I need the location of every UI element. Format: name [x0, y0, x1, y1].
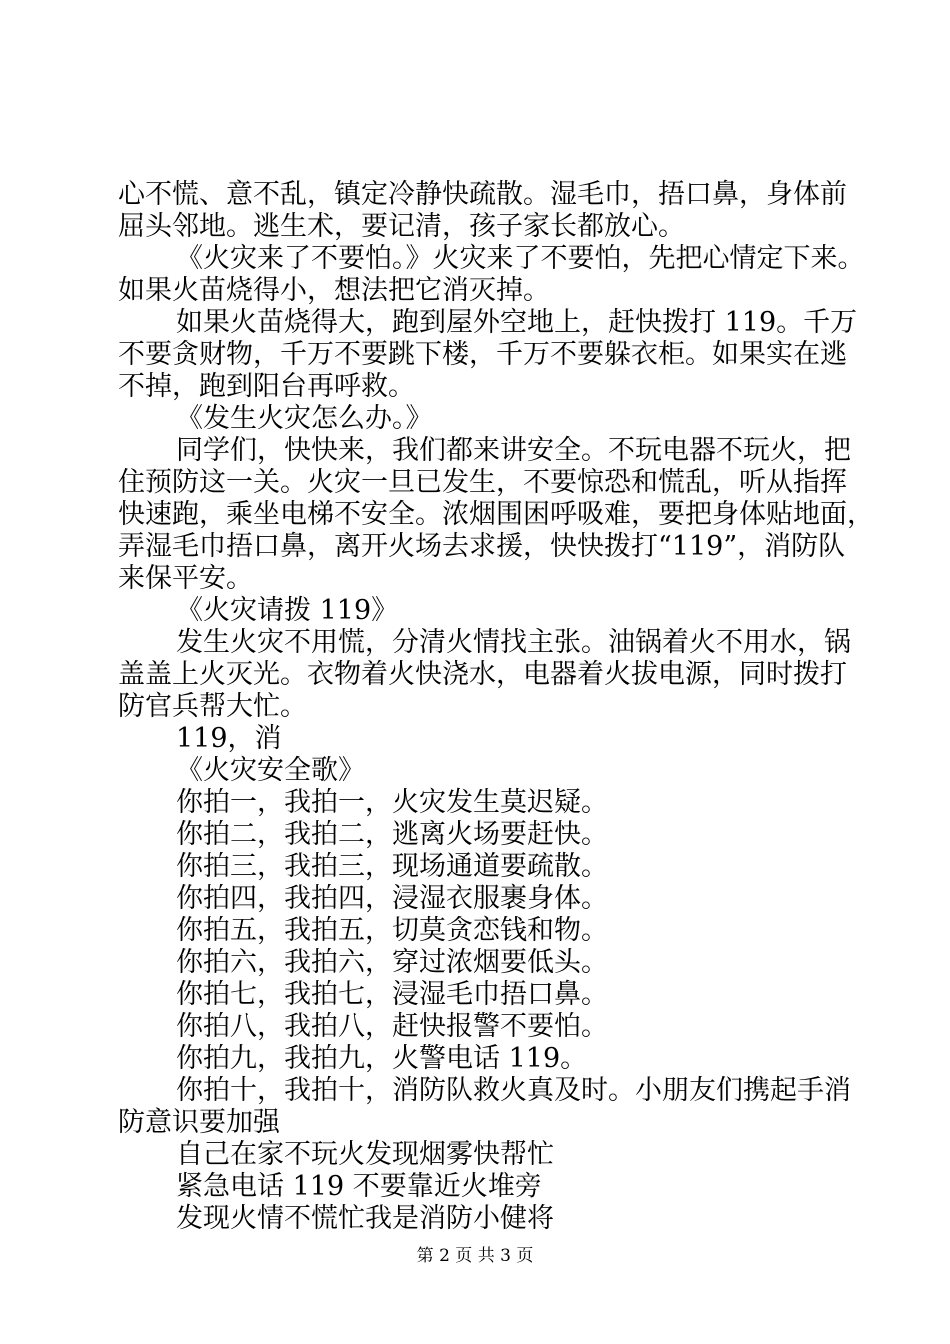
text-line: 不掉，跑到阳台再呼救。 — [118, 371, 415, 402]
text-line: 防意识要加强 — [118, 1107, 280, 1138]
section-heading: 《火灾安全歌》 — [176, 755, 365, 786]
text-line: 发现火情不慌忙我是消防小健将 — [176, 1203, 554, 1234]
page-number-footer: 第 2 页 共 3 页 — [416, 1246, 534, 1266]
section-heading: 《火灾请拨 119》 — [176, 595, 399, 626]
text-line: 不要贪财物，千万不要跳下楼，千万不要躲衣柜。如果实在逃 — [118, 339, 847, 370]
text-line: 自己在家不玩火发现烟雾快帮忙 — [176, 1139, 554, 1170]
text-line: 119，消 — [176, 723, 282, 754]
text-line: 你拍五，我拍五，切莫贪恋钱和物。 — [176, 915, 608, 946]
text-line: 来保平安。 — [118, 563, 253, 594]
text-line: 你拍七，我拍七，浸湿毛巾捂口鼻。 — [176, 979, 608, 1010]
text-line: 盖盖上火灭光。衣物着火快浇水，电器着火拔电源，同时拨打 — [118, 659, 847, 690]
text-line: 住预防这一关。火灾一旦已发生，不要惊恐和慌乱，听从指挥 — [118, 467, 847, 498]
text-line: 《火灾来了不要怕。》火灾来了不要怕，先把心情定下来。 — [176, 243, 865, 274]
text-line: 同学们，快快来，我们都来讲安全。不玩电器不玩火，把 — [176, 435, 851, 466]
text-line: 紧急电话 119 不要靠近火堆旁 — [176, 1171, 542, 1202]
text-line: 发生火灾不用慌，分清火情找主张。油锅着火不用水，锅 — [176, 627, 851, 658]
section-heading: 《发生火灾怎么办。》 — [176, 403, 433, 434]
text-line: 弄湿毛巾捂口鼻，离开火场去求援，快快拨打“119”，消防队 — [118, 531, 846, 562]
text-line: 你拍一，我拍一，火灾发生莫迟疑。 — [176, 787, 608, 818]
text-line: 你拍九，我拍九，火警电话 119。 — [176, 1043, 588, 1074]
text-line: 心不慌、意不乱，镇定冷静快疏散。湿毛巾，捂口鼻，身体前 — [118, 179, 847, 210]
text-line: 屈头邻地。逃生术，要记清，孩子家长都放心。 — [118, 211, 685, 242]
text-line: 防官兵帮大忙。 — [118, 691, 307, 722]
text-line: 你拍十，我拍十，消防队救火真及时。小朋友们携起手消 — [176, 1075, 851, 1106]
text-line: 你拍四，我拍四，浸湿衣服裹身体。 — [176, 883, 608, 914]
text-line: 你拍八，我拍八，赶快报警不要怕。 — [176, 1011, 608, 1042]
text-line: 你拍二，我拍二，逃离火场要赶快。 — [176, 819, 608, 850]
text-line: 快速跑，乘坐电梯不安全。浓烟围困呼吸难，要把身体贴地面， — [118, 499, 874, 530]
text-line: 如果火苗烧得大，跑到屋外空地上，赶快拨打 119。千万 — [176, 307, 858, 338]
text-line: 你拍六，我拍六，穿过浓烟要低头。 — [176, 947, 608, 978]
text-line: 如果火苗烧得小，想法把它消灭掉。 — [118, 275, 550, 306]
text-line: 你拍三，我拍三，现场通道要疏散。 — [176, 851, 608, 882]
